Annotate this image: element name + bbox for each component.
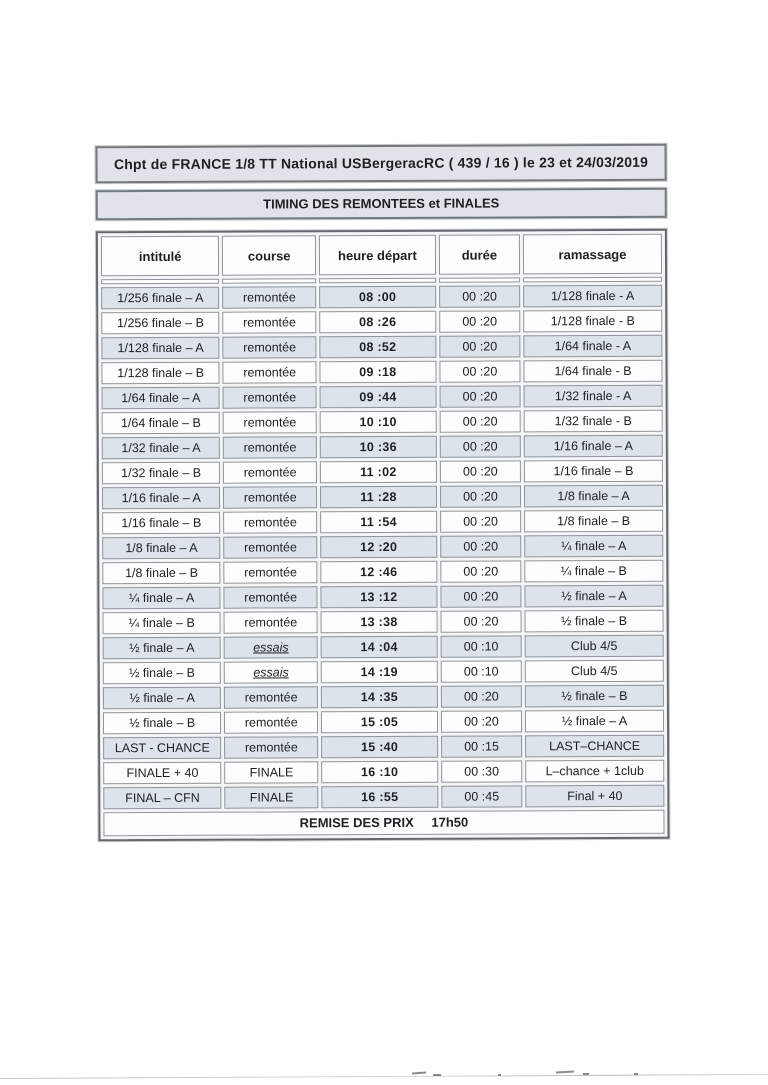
table-row	[103, 710, 664, 734]
table-row	[103, 735, 664, 759]
cell-duree: 00 :30	[441, 760, 522, 782]
cell-course: remontée	[223, 386, 317, 408]
cell-course: remontée	[224, 711, 318, 733]
cell-ramassage: 1/32 finale - B	[524, 410, 663, 433]
table-row	[101, 285, 662, 309]
table-row	[102, 585, 663, 609]
table-header-row	[101, 234, 662, 276]
cell-heure-depart: 16 :55	[321, 786, 438, 809]
cell-ramassage: 1/128 finale - B	[523, 310, 662, 333]
cell-duree: 00 :20	[439, 360, 520, 382]
cell-course: remontée	[224, 686, 318, 708]
cell-course: remontée	[223, 311, 317, 333]
table-row	[101, 335, 662, 359]
prize-ceremony-label: REMISE DES PRIX	[299, 814, 414, 831]
cell-intitule: ½ finale – B	[103, 712, 222, 735]
cell-intitule: 1/128 finale – A	[101, 337, 220, 360]
cell-duree: 00 :20	[440, 510, 521, 532]
cell-duree: 00 :20	[441, 685, 522, 707]
cell-course: remontée	[223, 286, 317, 308]
cell-course: remontée	[223, 486, 317, 508]
cell-heure-depart: 15 :40	[321, 736, 438, 759]
cell-intitule: ½ finale – A	[103, 687, 222, 710]
cell-heure-depart: 12 :20	[320, 536, 437, 559]
cell-duree: 00 :20	[441, 710, 522, 732]
cell-intitule: 1/32 finale – A	[102, 437, 221, 460]
cell-heure-depart: 11 :28	[320, 486, 437, 509]
cell-course: remontée	[223, 411, 317, 433]
table-row	[102, 435, 663, 459]
cell-duree: 00 :45	[441, 785, 522, 807]
cell-intitule: 1/8 finale – A	[102, 537, 221, 560]
cell-duree: 00 :10	[440, 635, 521, 657]
spacer-row	[101, 277, 662, 284]
cell-duree: 00 :10	[441, 660, 522, 682]
cell-duree: 00 :20	[440, 460, 521, 482]
cell-ramassage: Club 4/5	[525, 635, 664, 658]
cell-ramassage: ½ finale – A	[524, 585, 663, 608]
cell-duree: 00 :15	[441, 735, 522, 757]
cell-intitule: 1/16 finale – A	[102, 487, 221, 510]
cell-ramassage: Club 4/5	[525, 660, 664, 683]
cell-intitule: ¼ finale – A	[102, 587, 221, 610]
cell-intitule: 1/64 finale – B	[102, 412, 221, 435]
table-row	[102, 560, 663, 584]
table-row	[103, 785, 664, 809]
scan-speck	[583, 1073, 589, 1075]
cell-ramassage: 1/16 finale – B	[524, 460, 663, 483]
cell-ramassage: ¼ finale – B	[524, 560, 663, 583]
cell-ramassage: ½ finale – B	[525, 610, 664, 633]
cell-course: remontée	[224, 611, 318, 633]
cell-heure-depart: 10 :10	[320, 411, 437, 434]
header-intitule: intitulé	[101, 236, 220, 277]
cell-course: remontée	[223, 461, 317, 483]
cell-course: FINALE	[225, 786, 319, 808]
cell-heure-depart: 16 :10	[321, 761, 438, 784]
table-row	[101, 360, 662, 384]
cell-ramassage: 1/128 finale - A	[523, 285, 662, 308]
cell-duree: 00 :20	[439, 335, 520, 357]
cell-duree: 00 :20	[440, 585, 521, 607]
table-row	[103, 610, 664, 634]
cell-intitule: 1/128 finale – B	[101, 362, 220, 385]
header-ramassage: ramassage	[523, 234, 662, 275]
cell-ramassage: 1/64 finale - B	[523, 360, 662, 383]
cell-course: remontée	[224, 536, 318, 558]
cell-intitule: 1/256 finale – B	[101, 312, 220, 335]
table-row	[103, 760, 664, 784]
cell-course: remontée	[224, 511, 318, 533]
cell-intitule: ¼ finale – B	[103, 612, 222, 635]
spacer-cell	[319, 278, 436, 284]
prize-ceremony-time: 17h50	[431, 814, 469, 830]
cell-heure-depart: 08 :26	[319, 311, 436, 334]
cell-ramassage: 1/32 finale - A	[524, 385, 663, 408]
table-row	[102, 485, 663, 509]
table-row	[103, 660, 664, 684]
scan-speck	[412, 1072, 426, 1075]
header-heure-depart: heure départ	[319, 235, 436, 276]
cell-intitule: 1/256 finale – A	[101, 287, 220, 310]
cell-course: remontée	[224, 736, 318, 758]
cell-heure-depart: 13 :38	[321, 611, 438, 634]
cell-intitule: ½ finale – B	[103, 662, 222, 685]
cell-ramassage: ½ finale – B	[525, 685, 664, 708]
header-course: course	[222, 235, 316, 275]
prize-ceremony-banner	[103, 810, 664, 836]
cell-duree: 00 :20	[440, 435, 521, 457]
cell-intitule: 1/16 finale – B	[102, 512, 221, 535]
cell-intitule: 1/32 finale – B	[102, 462, 221, 485]
cell-intitule: 1/8 finale – B	[102, 562, 221, 585]
document-subtitle: TIMING DES REMONTEES et FINALES	[96, 188, 667, 220]
cell-duree: 00 :20	[439, 410, 520, 432]
table-row	[103, 635, 664, 659]
timing-table-frame	[96, 229, 670, 841]
scan-speck	[433, 1074, 441, 1076]
cell-ramassage: Final + 40	[525, 785, 664, 808]
cell-heure-depart: 09 :18	[319, 361, 436, 384]
cell-ramassage: 1/16 finale – A	[524, 435, 663, 458]
cell-duree: 00 :20	[440, 535, 521, 557]
cell-heure-depart: 14 :19	[321, 661, 438, 684]
cell-intitule: FINALE + 40	[103, 762, 222, 785]
scan-speck	[634, 1073, 638, 1075]
cell-ramassage: 1/8 finale – A	[524, 485, 663, 508]
spacer-cell	[101, 279, 219, 285]
table-row	[101, 310, 662, 334]
cell-heure-depart: 11 :02	[320, 461, 437, 484]
header-duree: durée	[439, 234, 520, 274]
scan-artifact-line	[0, 1074, 768, 1079]
spacer-cell	[439, 277, 520, 282]
cell-course: remontée	[224, 586, 318, 608]
cell-intitule: 1/64 finale – A	[102, 387, 221, 410]
cell-ramassage: LAST–CHANCE	[525, 735, 664, 758]
table-row	[102, 510, 663, 534]
cell-course: FINALE	[225, 761, 319, 783]
cell-heure-depart: 08 :00	[319, 286, 436, 309]
timing-document	[95, 144, 669, 841]
cell-duree: 00 :20	[440, 485, 521, 507]
cell-course: essais	[224, 661, 318, 683]
cell-heure-depart: 10 :36	[320, 436, 437, 459]
cell-heure-depart: 13 :12	[320, 586, 437, 609]
cell-course: remontée	[223, 336, 317, 358]
cell-heure-depart: 09 :44	[320, 386, 437, 409]
cell-intitule: LAST - CHANCE	[103, 737, 222, 760]
cell-heure-depart: 08 :52	[319, 336, 436, 359]
cell-course: remontée	[224, 561, 318, 583]
cell-heure-depart: 11 :54	[320, 511, 437, 534]
cell-intitule: FINAL – CFN	[103, 787, 222, 810]
table-row	[102, 385, 663, 409]
cell-ramassage: 1/64 finale - A	[523, 335, 662, 358]
cell-ramassage: ¼ finale – A	[524, 535, 663, 558]
table-row	[102, 535, 663, 559]
cell-course: essais	[224, 636, 318, 658]
scan-speck	[498, 1074, 501, 1076]
document-title: Chpt de FRANCE 1/8 TT National USBergeracRC ( 439 / 16 ) le 23 et 24/03/2019	[95, 144, 666, 183]
cell-course: remontée	[223, 361, 317, 383]
cell-duree: 00 :20	[440, 560, 521, 582]
cell-heure-depart: 14 :35	[321, 686, 438, 709]
table-row	[102, 460, 663, 484]
spacer-cell	[523, 277, 662, 283]
cell-course: remontée	[223, 436, 317, 458]
cell-heure-depart: 15 :05	[321, 711, 438, 734]
cell-heure-depart: 14 :04	[321, 636, 438, 659]
cell-ramassage: 1/8 finale – B	[524, 510, 663, 533]
scan-speck	[556, 1071, 574, 1074]
cell-ramassage: L–chance + 1club	[525, 760, 664, 783]
cell-duree: 00 :20	[439, 310, 520, 332]
timing-table	[98, 231, 668, 812]
table-row	[103, 685, 664, 709]
cell-ramassage: ½ finale – A	[525, 710, 664, 733]
cell-intitule: ½ finale – A	[103, 637, 222, 660]
spacer-cell	[222, 278, 316, 283]
cell-duree: 00 :20	[440, 610, 521, 632]
cell-duree: 00 :20	[439, 285, 520, 307]
table-row	[102, 410, 663, 434]
cell-heure-depart: 12 :46	[320, 561, 437, 584]
cell-duree: 00 :20	[439, 385, 520, 407]
